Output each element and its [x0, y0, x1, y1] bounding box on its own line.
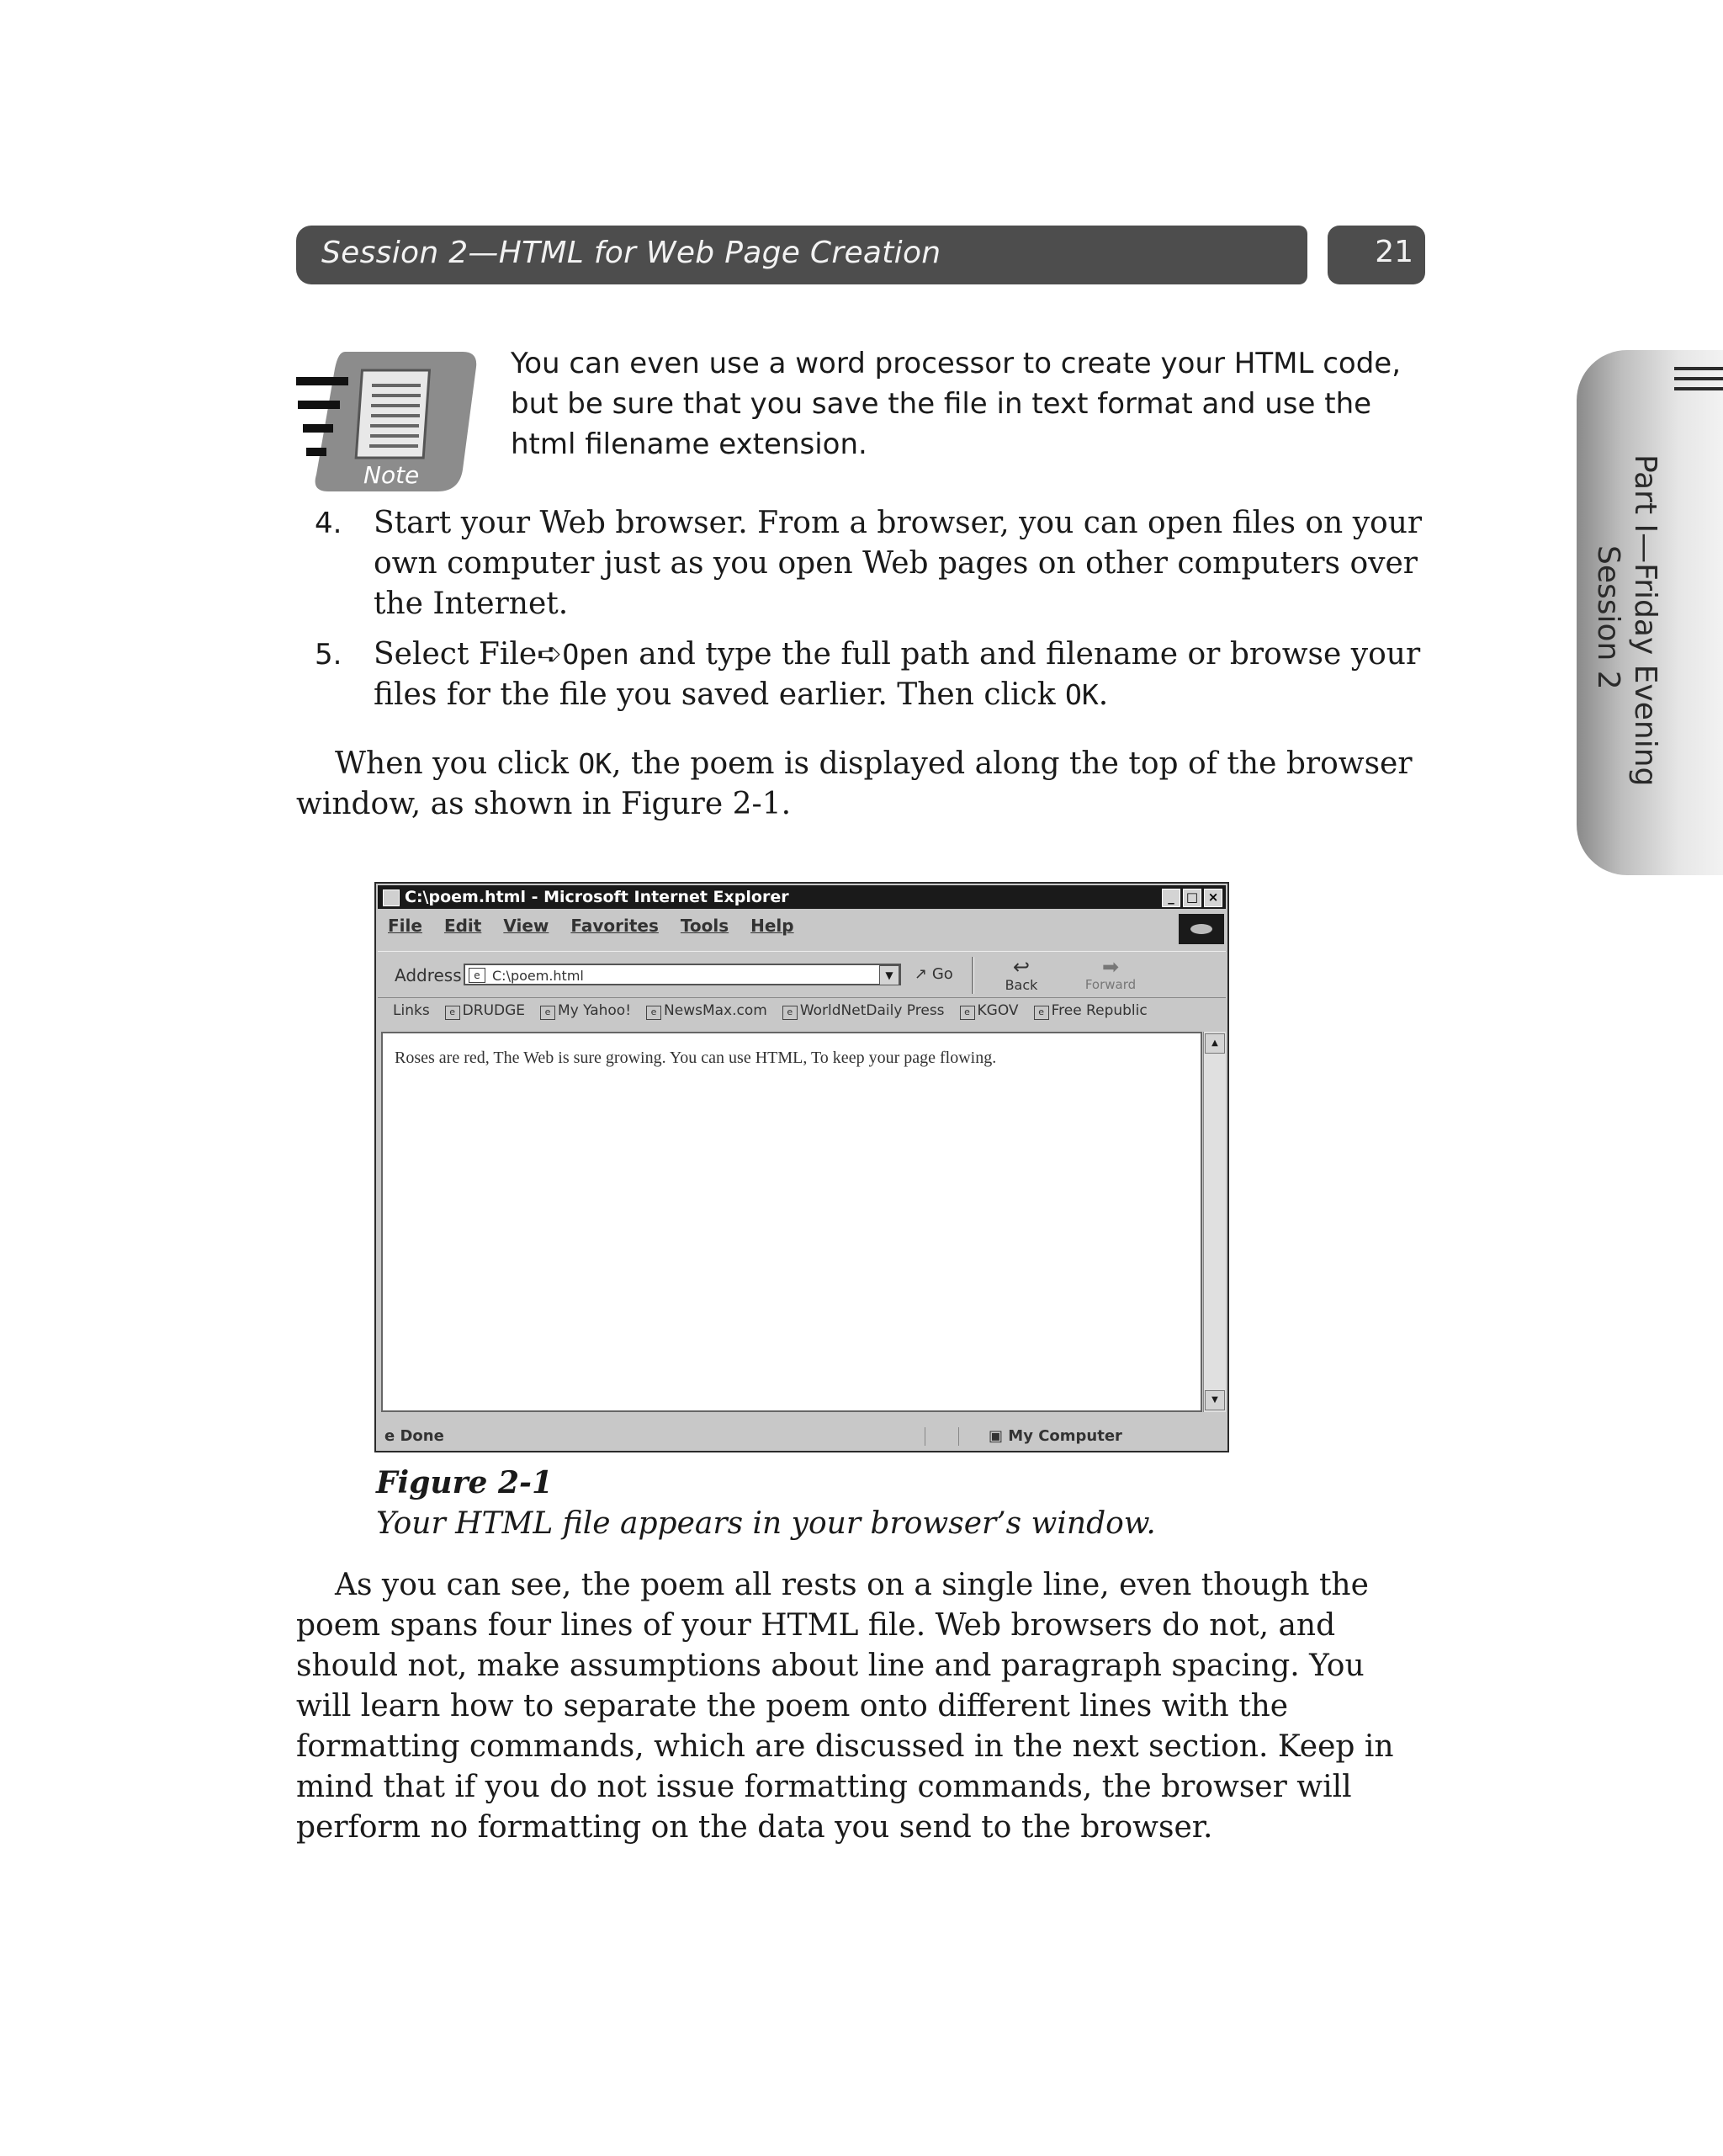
steps-list: [315, 503, 1442, 725]
menu-edit[interactable]: Edit: [443, 916, 482, 936]
menu-view[interactable]: View: [503, 916, 549, 936]
code-ok: OK: [578, 747, 612, 780]
paragraph-1: [296, 744, 1423, 825]
note-icon: [294, 352, 480, 491]
step-number: 4.: [315, 507, 342, 540]
forward-arrow-icon: ➡: [1101, 955, 1120, 979]
para1-pre: When you click: [335, 746, 579, 781]
go-arrow-icon: ↗: [915, 965, 932, 983]
address-label: Address: [395, 965, 462, 985]
links-label: Links: [393, 1002, 430, 1019]
toolbar-separator: [972, 957, 974, 994]
figure-label: Figure 2-1: [376, 1465, 554, 1500]
address-value: C:\poem.html: [492, 968, 584, 984]
svg-text:Note: Note: [363, 461, 420, 489]
forward-label: Forward: [1084, 977, 1137, 992]
back-label: Back: [1005, 977, 1038, 993]
figure-caption: [376, 1463, 1386, 1544]
menu-file[interactable]: File: [388, 916, 422, 936]
step-text: Start your Web browser. From a browser, you can open files on your own computer just as you open Web pages on other computers over the Internet.: [374, 506, 1423, 621]
computer-icon: ▣: [989, 1427, 1009, 1445]
page-number-box: [1328, 226, 1425, 284]
menu-help[interactable]: Help: [750, 916, 794, 936]
header-title: Session 2—HTML for Web Page Creation: [321, 236, 941, 270]
step-text-mid: and type the full path and filename or browse your files for the file you saved earlier. Then click: [374, 637, 1421, 712]
running-header: [296, 226, 1307, 284]
menu-tools[interactable]: Tools: [680, 916, 729, 936]
figure-caption-text: Your HTML file appears in your browser’s window.: [376, 1506, 1156, 1541]
window-titlebar: [378, 885, 1226, 909]
status-bar: [378, 1424, 1226, 1449]
menu-favorites[interactable]: Favorites: [570, 916, 659, 936]
page-content: [381, 1032, 1202, 1412]
menu-arrow-icon: ➪: [537, 637, 563, 672]
link-worldnetdaily[interactable]: e WorldNetDaily Press: [782, 998, 945, 1023]
code-open: Open: [562, 638, 629, 671]
back-arrow-icon: ↩: [1012, 955, 1031, 979]
back-button[interactable]: [1000, 957, 1042, 993]
list-item: [315, 635, 1442, 715]
go-label: Go: [931, 965, 953, 983]
link-newsmax[interactable]: e NewsMax.com: [646, 998, 767, 1023]
close-button[interactable]: ×: [1204, 889, 1222, 907]
side-tab-session: Session 2: [1591, 545, 1625, 690]
links-bar: [378, 998, 1226, 1023]
address-input[interactable]: [464, 964, 901, 985]
scroll-down-icon[interactable]: ▼: [1205, 1390, 1225, 1410]
page-number: 21: [1375, 235, 1413, 269]
status-separator: [958, 1427, 959, 1446]
minimize-button[interactable]: _: [1162, 889, 1180, 907]
forward-button[interactable]: [1081, 957, 1140, 992]
note-text: You can even use a word processor to create your HTML code, but be sure that you save the file in text format and use the html filename extension.: [511, 347, 1402, 461]
step-number: 5.: [315, 638, 342, 672]
para1-post: , the poem is displayed along the top of the browser window, as shown in Figure 2-1.: [296, 746, 1413, 821]
zone-text: My Computer: [1008, 1427, 1122, 1445]
code-ok: OK: [1064, 678, 1099, 711]
ie-throbber-icon: [1179, 914, 1224, 944]
side-tab-part: Part I—Friday Evening: [1628, 454, 1662, 787]
link-my-yahoo[interactable]: e My Yahoo!: [540, 998, 631, 1023]
step-text-post: .: [1098, 677, 1109, 712]
list-item: [315, 503, 1442, 624]
ie-icon: [383, 889, 400, 906]
paragraph-2: As you can see, the poem all rests on a single line, even though the poem spans four lines of your HTML file. Web browsers do not, and should not, make assumptions about line and paragraph spacing. You will learn how to separate the poem onto different lines with the formatting commands, which are discussed in the next section. Keep in mind that if you do not issue formatting commands, the browser will perform no formatting on the data you send to the browser.: [296, 1568, 1394, 1845]
link-drudge[interactable]: e DRUDGE: [445, 998, 525, 1023]
step-text-pre: Select File: [374, 637, 538, 672]
security-zone: [989, 1424, 1122, 1449]
status-done: Done: [400, 1427, 444, 1445]
address-bar: [378, 951, 1226, 998]
link-free-republic[interactable]: e Free Republic: [1034, 998, 1148, 1023]
link-kgov[interactable]: e KGOV: [960, 998, 1019, 1023]
tab-bars-icon: [1674, 367, 1723, 397]
window-title: C:\poem.html - Microsoft Internet Explorer: [405, 888, 789, 906]
menu-bar: [388, 916, 794, 941]
browser-screenshot: [374, 882, 1229, 1452]
address-dropdown-icon[interactable]: ▼: [879, 965, 899, 985]
poem-text: Roses are red, The Web is sure growing. You can use HTML, To keep your page flowing.: [395, 1049, 997, 1067]
go-button[interactable]: [915, 965, 953, 983]
page-icon: e: [384, 1427, 400, 1445]
status-text: [384, 1424, 444, 1449]
page-icon: e: [469, 968, 485, 983]
scroll-up-icon[interactable]: ▲: [1205, 1033, 1225, 1054]
vertical-scrollbar[interactable]: [1203, 1032, 1226, 1412]
maximize-button[interactable]: □: [1183, 889, 1201, 907]
